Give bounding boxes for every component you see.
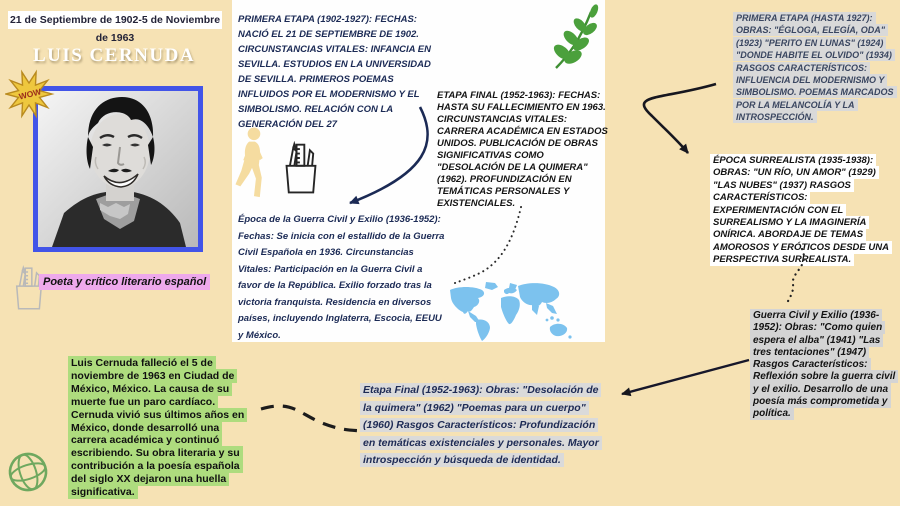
- block-primera-etapa-obras: PRIMERA ETAPA (HASTA 1927): OBRAS: "ÉGLOGA, ELEGÍA, ODA" (1923) "PERITO EN LUNAS" (1924) "DONDE HABITE EL OLVIDO" (1934) RASGOS CARACTERÍSTICOS: INFLUENCIA DEL MODERNISMO Y SIMBOLISMO. POEMAS MARCADOS POR LA MELANCOLÍA Y LA INTROSPECCIÓN.: [733, 12, 900, 124]
- block-primera-etapa-vida: PRIMERA ETAPA (1902-1927): FECHAS: NACIÓ EL 21 DE SEPTIEMBRE DE 1902. CIRCUNSTANCIAS VITALES: INFANCIA EN SEVILLA. ESTUDIOS EN LA UNIVERSIDAD DE SEVILLA. PRIMEROS POEMAS INFLUIDOS POR EL MODERNISMO Y EL SIMBOLISMO. RELACIÓN CON LA GENERACIÓN DEL 27: [238, 14, 431, 130]
- dashed-connector-fallecimiento-to-etapa-final: [261, 406, 362, 431]
- block-etapa-final-obras: Etapa Final (1952-1963): Obras: "Desolación de la quimera" (1962) "Poemas para un cuerpo" (1960) Rasgos Característicos: Profundización en temáticas existenciales y personales. Mayor introspección y búsqueda de identidad.: [360, 382, 610, 470]
- wow-sticker-label: WOW: [17, 86, 43, 102]
- page-title: LUIS CERNUDA: [32, 45, 196, 66]
- portrait-illustration: [38, 91, 198, 247]
- portrait-photo: [33, 86, 203, 252]
- plant-branch-icon: [550, 4, 608, 70]
- walking-person-icon: [232, 126, 274, 200]
- world-map-illustration: [448, 280, 574, 342]
- block-fallecimiento: Luis Cernuda falleció el 5 de noviembre de 1963 en Ciudad de México, México. La causa de su muerte fue un paro cardíaco. Cernuda vivió sus últimos años en México, donde desarrolló una carrera académica y continuó escribiendo. Su obra literaria y su contribución a la poesía española del siglo XX dejaron una huella significativa.: [68, 357, 252, 499]
- block-epoca-surrealista-obras: ÉPOCA SURREALISTA (1935-1938): OBRAS: "UN RÍO, UN AMOR" (1929) "LAS NUBES" (1937) RASGOS CARACTERÍSTICOS: EXPERIMENTACIÓN CON EL SURREALISMO Y LA IMAGINERÍA ONÍRICA. ABORDAJE DE TEMAS AMOROSOS Y ERÓTICOS DESDE UNA PERSPECTIVA SURREALISTA.: [710, 155, 900, 267]
- pencil-cup-icon-center: [281, 141, 321, 195]
- wow-sticker: [5, 69, 55, 119]
- globe-icon: [4, 446, 52, 498]
- role-label-text: Poeta y crítico literario español: [39, 274, 210, 290]
- role-label: [39, 276, 210, 288]
- block-guerra-civil-obras: Guerra Civil y Exilio (1936-1952): Obras: "Como quien espera el alba" (1941) "Las tres tentaciones" (1947) Rasgos Característicos: Reflexión sobre la guerra civil y el exilio. Desarrollo de una poesía más comprometida y política.: [750, 310, 898, 421]
- arrow-obras-primera-to-surrealista: [644, 84, 716, 153]
- block-guerra-civil-vida: Época de la Guerra Civil y Exilio (1936-1952): Fechas: Se inicia con el estallido de la Guerra Civil Española en 1936. Circunstancias Vitales: Participación en la Guerra Civil a favor de la República. Exilio forzado tras la victoria franquista. Residencia en diversos países, incluyendo Inglaterra, Escocia, EEUU y México.: [238, 214, 445, 341]
- arrow-guerra-obras-to-etapa-final: [622, 360, 749, 394]
- date-banner: 21 de Septiembre de 1902-5 de Noviembre de 1963: [8, 11, 222, 29]
- block-etapa-final-vida: ETAPA FINAL (1952-1963): FECHAS: HASTA SU FALLECIMIENTO EN 1963. CIRCUNSTANCIAS VITALES: CARRERA ACADÉMICA EN ESTADOS UNIDOS. PUBLICACIÓN DE OBRAS SIGNIFICATIVAS COMO "DESOLACIÓN DE LA QUIMERA" (1962). PROFUNDIZACIÓN EN TEMÁTICAS PERSONALES Y EXISTENCIALES.: [437, 90, 608, 209]
- wow-sticker-icon: [5, 69, 55, 119]
